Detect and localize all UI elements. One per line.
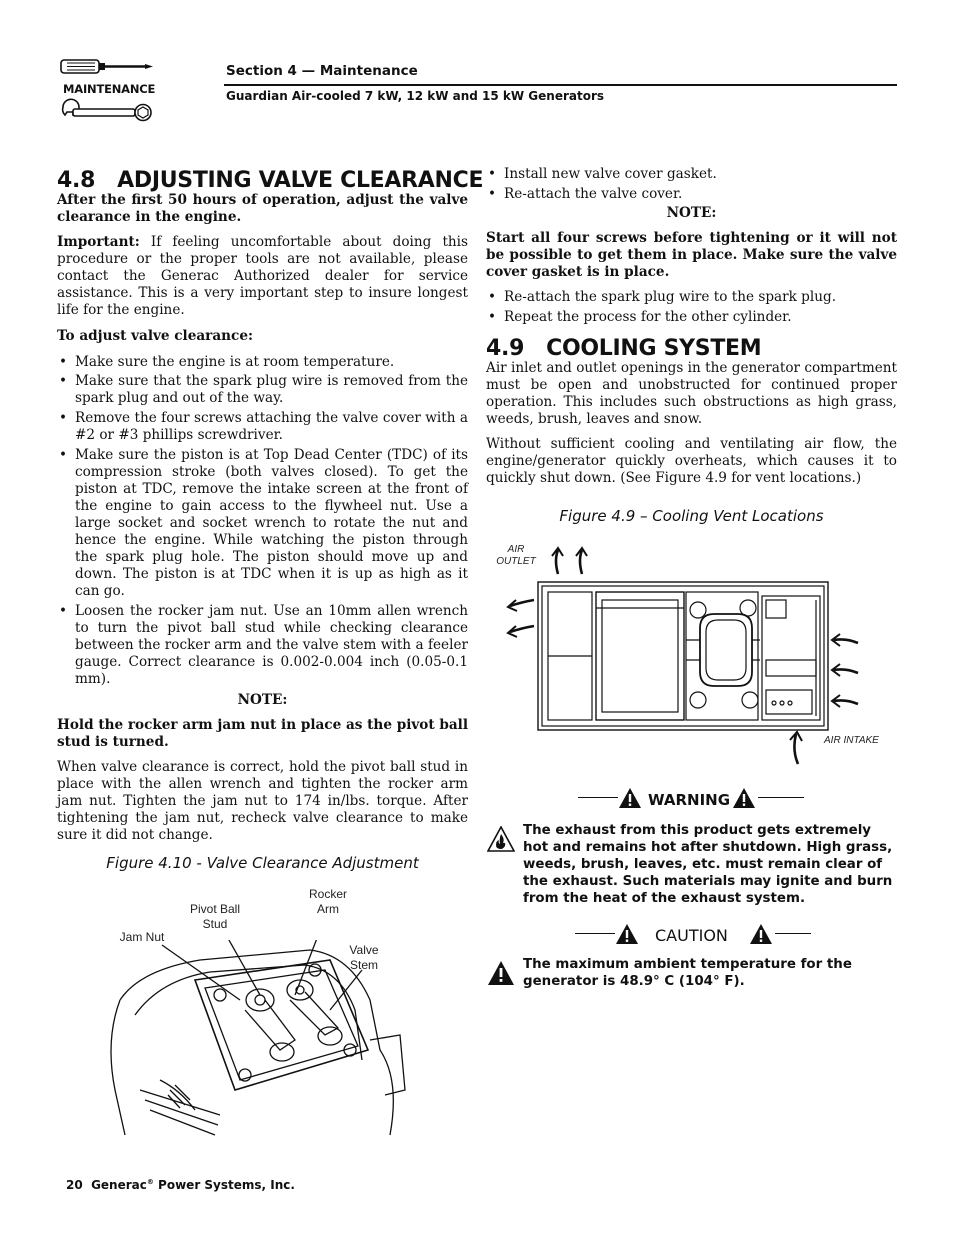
- label-pivot-ball-stud: Pivot Ball Stud: [189, 902, 241, 931]
- valve-clearance-figure: [100, 940, 410, 1140]
- warning-label: WARNING: [648, 791, 731, 809]
- section-4-9-heading: 4.9 COOLING SYSTEM: [486, 336, 762, 361]
- list-item: • Make sure the piston is at Top Dead Center (TDC) of its compression stroke (both valves closed). To get the piston at TDC, remove the intake screen at the front of the engine to gain access to the flywheel nut. Use a large socket and socket wrench to rotate the nut and hence the engine. While watching the piston through the spark plug hole. The piston should move up and down. The piston is at TDC when it is up as high as it can go.: [57, 447, 468, 600]
- note-text-2: Start all four screws before tightening or it will not be possible to get them in place. Make sure the valve cover gasket is in place.: [486, 230, 897, 280]
- footer-company: Generac: [91, 1178, 147, 1192]
- list-item: • Make sure that the spark plug wire is removed from the spark plug and out of the way.: [57, 373, 468, 407]
- list-item: • Remove the four screws attaching the valve cover with a #2 or #3 phillips screwdriver.: [57, 410, 468, 444]
- left-column: [57, 168, 484, 844]
- figure-4-9-caption: Figure 4.9 – Cooling Vent Locations: [559, 507, 824, 525]
- note-label: NOTE:: [237, 692, 288, 708]
- section-title: Section 4 — Maintenance: [226, 63, 418, 79]
- generator-enclosure-drawing: [500, 540, 870, 770]
- spark-plug-steps-list: [486, 289, 897, 326]
- caution-text: The maximum ambient temperature for the generator is 48.9° C (104° F).: [523, 957, 852, 989]
- header-rule: [224, 84, 897, 86]
- fire-hazard-icon: [487, 826, 515, 852]
- registered-mark: ®: [146, 1178, 154, 1186]
- label-jam-nut: Jam Nut: [119, 930, 165, 944]
- caution-triangle-icon: [615, 923, 639, 945]
- list-item: • Re-attach the spark plug wire to the spark plug.: [486, 289, 897, 306]
- caution-triangle-icon: [487, 960, 515, 986]
- note-text: Hold the rocker arm jam nut in place as the pivot ball stud is turned.: [57, 717, 468, 750]
- list-item: • Re-attach the valve cover.: [486, 186, 897, 203]
- warning-text: The exhaust from this product gets extremely hot and remains hot after shutdown. High grass, weeds, brush, leaves, etc. must remain clear of the exhaust. Such materials may ignite and burn from the heat of the exhaust system.: [523, 823, 893, 906]
- list-item: • Loosen the rocker jam nut. Use an 10mm allen wrench to turn the pivot ball stud while checking clearance between the rocker arm and the valve stem with a feeler gauge. Correct clearance is 0.002-0.004 inch (0.05-0.1 mm).: [57, 603, 468, 688]
- document-subtitle: Guardian Air-cooled 7 kW, 12 kW and 15 kW Generators: [226, 89, 605, 103]
- caution-label: CAUTION: [655, 926, 728, 945]
- warning-triangle-icon: [732, 787, 756, 809]
- cooling-paragraph-1: Air inlet and outlet openings in the generator compartment must be open and unobstructed for continued proper operation. This includes such obstructions as high grass, weeds, brush, leaves and snow.: [486, 360, 897, 427]
- list-item: • Make sure the engine is at room temperature.: [57, 354, 468, 371]
- caution-triangle-icon: [749, 923, 773, 945]
- cover-steps-list: [486, 166, 897, 203]
- section-4-8-intro: After the first 50 hours of operation, adjust the valve clearance in the engine.: [57, 192, 468, 225]
- important-text: If feeling uncomfortable about doing this procedure or the proper tools are not available, please contact the Generac Authorized dealer for service assistance. This is a very important step to insure longest life for the engine.: [57, 234, 468, 318]
- logo-label: MAINTENANCE: [63, 82, 156, 96]
- caution-banner: [575, 922, 811, 948]
- page-number: 20: [66, 1178, 83, 1192]
- important-paragraph: [57, 234, 468, 319]
- cooling-vent-figure: [500, 540, 870, 770]
- label-air-outlet: AIR OUTLET: [496, 544, 536, 567]
- footer-company-rest: Power Systems, Inc.: [153, 1178, 295, 1192]
- list-item: • Install new valve cover gasket.: [486, 166, 897, 183]
- label-valve-stem: Valve Stem: [349, 943, 379, 972]
- figure-4-10-caption: Figure 4.10 - Valve Clearance Adjustment: [106, 854, 419, 872]
- adjust-subheading: To adjust valve clearance:: [57, 328, 253, 344]
- cooling-paragraph-2: Without sufficient cooling and ventilating air flow, the engine/generator quickly overheats, which causes it to quickly shut down. (See Figure 4.9 for vent locations.): [486, 436, 897, 486]
- page-footer: [66, 1178, 295, 1192]
- warning-triangle-icon: [618, 787, 642, 809]
- label-rocker-arm: Rocker Arm: [308, 887, 347, 916]
- important-label: Important:: [57, 234, 140, 250]
- warning-banner: [578, 786, 804, 812]
- adjust-steps-list: [57, 354, 468, 688]
- list-item: • Repeat the process for the other cylinder.: [486, 309, 897, 326]
- note-label-2: NOTE:: [666, 205, 717, 221]
- label-air-intake: AIR INTAKE: [824, 735, 879, 746]
- after-adjust-paragraph: When valve clearance is correct, hold the pivot ball stud in place with the allen wrench and tighten the rocker arm jam nut. Tighten the jam nut to 174 in/lbs. torque. After tightening the jam nut, recheck valve clearance to make sure it did not change.: [57, 759, 468, 843]
- section-4-8-heading: 4.8 ADJUSTING VALVE CLEARANCE: [57, 168, 484, 193]
- engine-cylinder-head-drawing: [100, 940, 410, 1140]
- maintenance-logo: [57, 55, 157, 127]
- right-column: [486, 166, 897, 487]
